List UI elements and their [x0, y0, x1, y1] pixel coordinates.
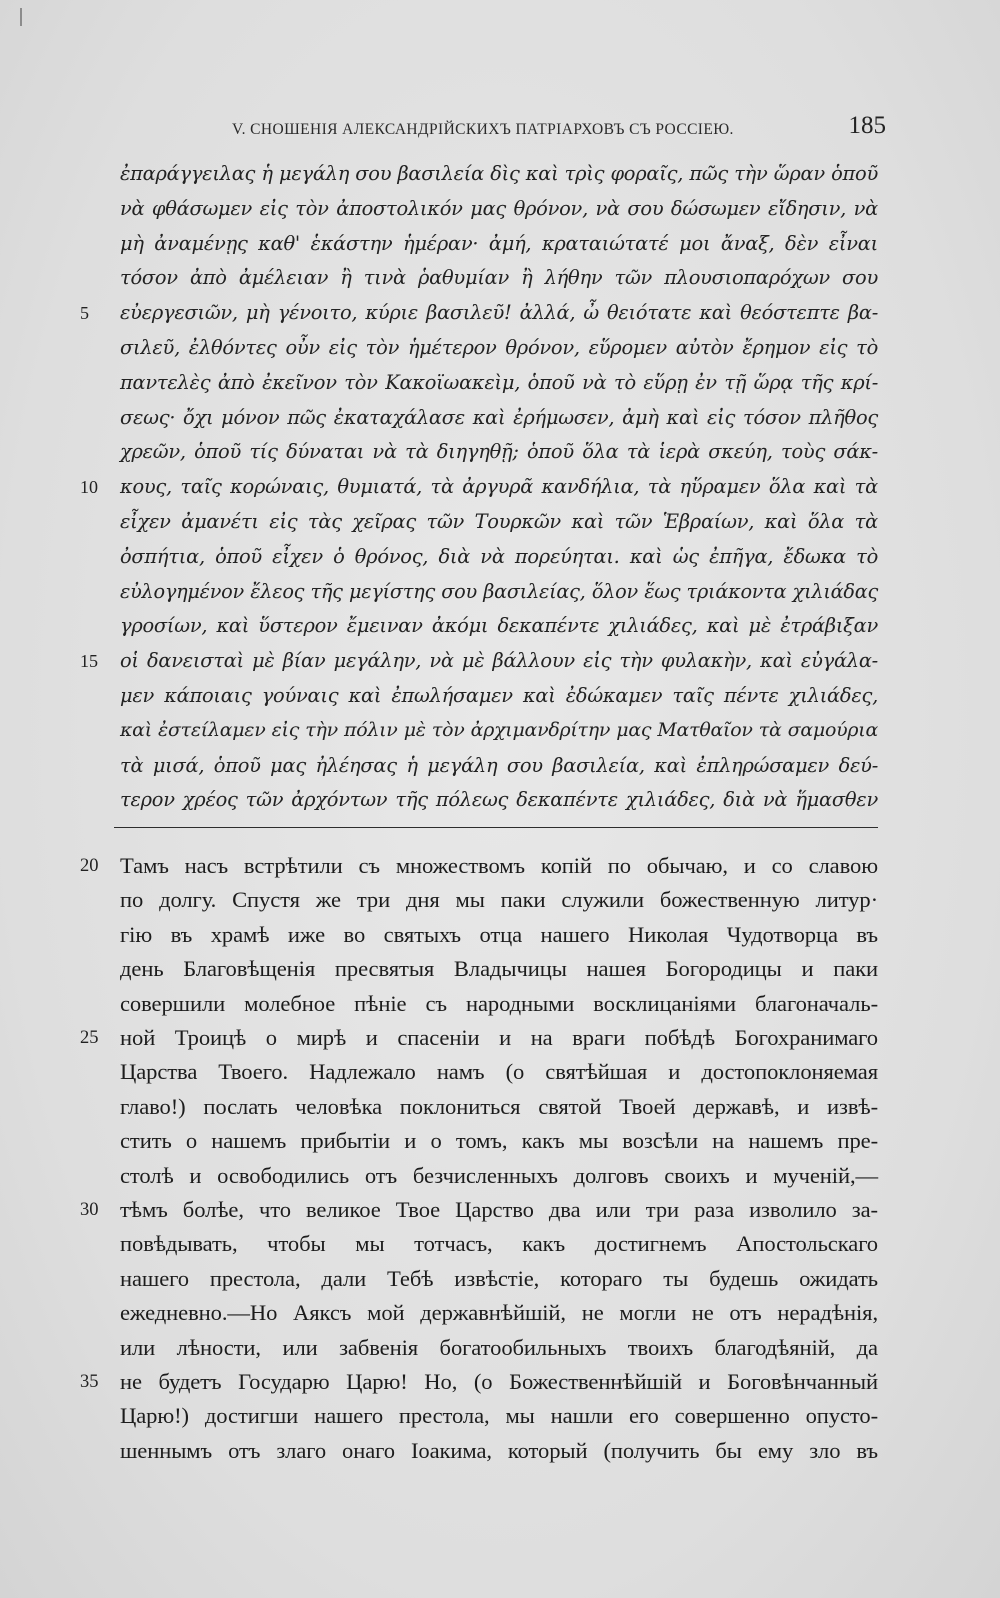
- russian-line: по долгу. Спустя же три дня мы паки служили божественную литур·: [120, 887, 878, 913]
- line-number: 5: [80, 303, 89, 323]
- russian-line: главо!) послать человѣка поклониться святой Твоей державѣ, и извѣ-: [120, 1093, 878, 1119]
- greek-line: σιλεῦ, ἐλθόντες οὖν εἰς τὸν ἡμέτερον θρόνον, εὕρομεν αὐτὸν ἔρημον εἰς τὸ: [120, 336, 878, 359]
- russian-line: шеннымъ отъ злаго онаго Іоакима, который (получить бы ему зло въ: [120, 1437, 878, 1463]
- russian-line: день Благовѣщенія пресвятыя Владычицы нашея Богородицы и паки: [120, 956, 878, 982]
- russian-line: Тамъ насъ встрѣтили съ множествомъ копій по обычаю, и со славою: [120, 853, 878, 878]
- russian-line: повѣдывать, чтобы мы тотчасъ, какъ достигнемъ Апостольскаго: [120, 1231, 878, 1257]
- greek-line: κους, ταῖς κορώναις, θυμιατά, τὰ ἀργυρᾶ κανδήλια, τὰ ηὕραμεν ὅλα καὶ τὰ: [120, 475, 878, 499]
- russian-line: тѣмъ болѣе, что великое Твое Царство два или три раза изволило за-: [120, 1197, 878, 1222]
- greek-line: ἐπαράγγειλας ἡ μεγάλη σου βασιλεία δὶς καὶ τρὶς φοραῖς, πῶς τὴν ὥραν ὁποῦ: [120, 162, 878, 185]
- line-number: 25: [80, 1028, 99, 1048]
- russian-line: стить о нашемъ прибытіи и о томъ, какъ мы возсѣли на нашемъ пре-: [120, 1128, 878, 1154]
- russian-line: нашего престола, дали Тебѣ извѣстіе, котораго ты будешь ожидать: [120, 1265, 878, 1291]
- greek-line: σεως· ὄχι μόνον πῶς ἐκαταχάλασε καὶ ἐρήμωσεν, ἀμὴ καὶ εἰς τόσον πλῆθος: [120, 405, 878, 429]
- line-number: 10: [80, 477, 98, 497]
- greek-line: τὰ μισά, ὁποῦ μας ἠλέησας ἡ μεγάλη σου βασιλεία, καὶ ἐπληρώσαμεν δεύ-: [120, 753, 878, 777]
- greek-line: καὶ ἐστείλαμεν εἰς τὴν πόλιν μὲ τὸν ἀρχιμανδρίτην μας Ματθαῖον τὰ σαμούρια: [120, 718, 878, 741]
- greek-line: τόσον ἀπὸ ἀμέλειαν ἢ τινὰ ῥαθυμίαν ἢ λήθην τῶν πλουσιοπαρόχων σου: [120, 266, 878, 290]
- greek-line: τερον χρέος τῶν ἀρχόντων τῆς πόλεως δεκαπέντε χιλιάδες, διὰ νὰ ἥμασθεν: [120, 788, 878, 812]
- greek-line: εὐλογημένον ἔλεος τῆς μεγίστης σου βασιλείας, ὅλον ἕως τριάκοντα χιλιάδας: [120, 579, 878, 603]
- line-number: 30: [80, 1200, 99, 1220]
- line-number: 15: [80, 651, 98, 671]
- scan-mark: [20, 8, 22, 26]
- russian-line: Царю!) достигши нашего престола, мы нашли его совершенно опусто-: [120, 1403, 878, 1429]
- russian-line: гію въ храмѣ иже во святыхъ отца нашего Николая Чудотворца въ: [120, 921, 878, 947]
- divider-rule: [114, 827, 878, 828]
- greek-line: εἶχεν ἀμανέτι εἰς τὰς χεῖρας τῶν Τουρκῶν καὶ τῶν Ἑβραίων, καὶ ὅλα τὰ: [120, 510, 878, 533]
- russian-line: Царства Твоего. Надлежало намъ (о святѣйшая и достопоклоняемая: [120, 1059, 878, 1085]
- greek-line: οἱ δανεισταὶ μὲ βίαν μεγάλην, νὰ μὲ βάλλουν εἰς τὴν φυλακὴν, καὶ εὐγάλα-: [120, 649, 878, 673]
- greek-line: γροσίων, καὶ ὕστερον ἔμειναν ἀκόμι δεκαπέντε χιλιάδες, καὶ μὲ ἐτράβιξαν: [120, 614, 878, 638]
- greek-line: παντελὲς ἀπὸ ἐκεῖνον τὸν Κακοϊωακεὶμ, ὁποῦ νὰ τὸ εὕρῃ ἐν τῇ ὥρᾳ τῆς κρί-: [120, 370, 878, 394]
- line-number: 35: [80, 1372, 99, 1392]
- greek-line: ὀσπήτια, ὁποῦ εἶχεν ὁ θρόνος, διὰ νὰ πορεύηται. καὶ ὡς ἐπῆγα, ἔδωκα τὸ: [120, 544, 878, 568]
- russian-line: не будетъ Государю Царю! Но, (о Божественнѣйшій и Боговѣнчанный: [120, 1369, 878, 1394]
- greek-line: νὰ φθάσωμεν εἰς τὸν ἀποστολικόν μας θρόνον, νὰ σου δώσωμεν εἴδησιν, νὰ: [120, 196, 878, 220]
- russian-line: ной Троицѣ о мирѣ и спасеніи и на враги побѣдѣ Богохранимаго: [120, 1025, 878, 1050]
- greek-line: χρεῶν, ὁποῦ τίς δύναται νὰ τὰ διηγηθῇ; ὁποῦ ὅλα τὰ ἱερὰ σκεύη, τοὺς σάκ-: [120, 440, 878, 464]
- greek-line: μεν κάποιαις γούναις καὶ ἐπωλήσαμεν καὶ ἐδώκαμεν ταῖς πέντε χιλιάδες,: [120, 684, 878, 707]
- line-number: 20: [80, 856, 99, 876]
- page-number: 185: [848, 112, 886, 139]
- russian-line: совершили молебное пѣніе съ народными восклицаніями благоначаль-: [120, 990, 878, 1016]
- greek-line: μὴ ἀναμένῃς καθ' ἑκάστην ἡμέραν· ἀμή, κραταιώτατέ μοι ἄναξ, δὲν εἶναι: [120, 231, 878, 255]
- greek-line: εὐεργεσιῶν, μὴ γένοιτο, κύριε βασιλεῦ! ἀλλά, ὦ θειότατε καὶ θεόστεπτε βα-: [120, 301, 878, 325]
- russian-line: ежедневно.—Но Аяксъ мой державнѣйшій, не могли не отъ нерадѣнія,: [120, 1300, 878, 1326]
- russian-line: или лѣности, или забвенія богатообильныхъ твоихъ благодѣяній, да: [120, 1334, 878, 1360]
- running-head: V. СНОШЕНІЯ АЛЕКСАНДРІЙСКИХЪ ПАТРІАРХОВЪ СЪ РОССІЕЮ.: [232, 121, 734, 138]
- page-header: [232, 112, 890, 148]
- russian-line: столѣ и освободились отъ безчисленныхъ долговъ своихъ и мученій,—: [120, 1162, 878, 1188]
